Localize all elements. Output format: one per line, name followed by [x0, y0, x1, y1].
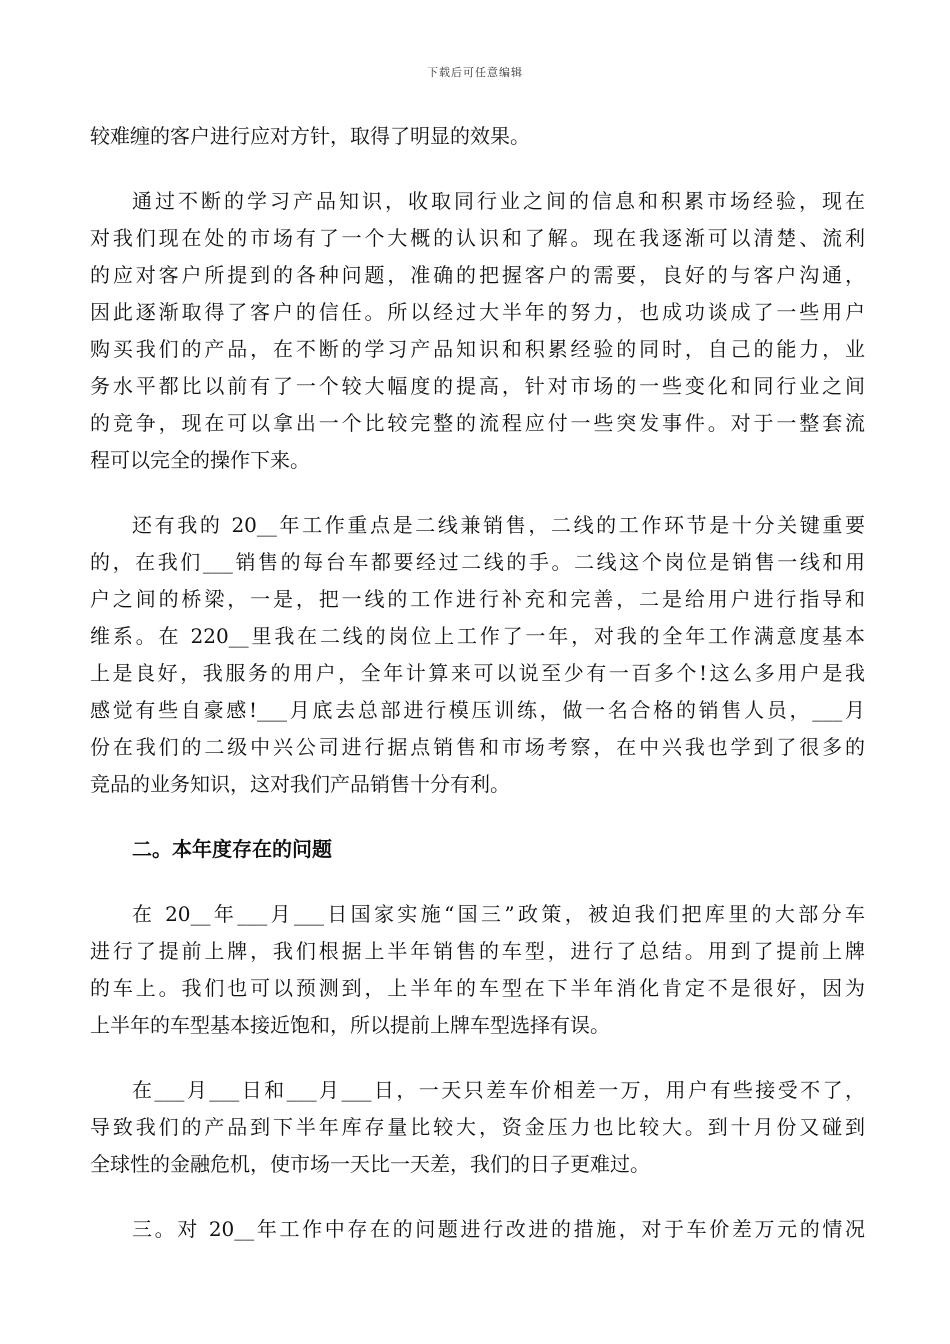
paragraph-gap [90, 155, 865, 183]
text-line: 三。对 20__年工作中存在的问题进行改进的措施，对于车价差万元的情况 [132, 1217, 865, 1241]
text-line: 在 20__年___月___日国家实施“国三”政策，被迫我们把库里的大部分车 [132, 902, 865, 926]
text-line: 务水平都比以前有了一个较大幅度的提高，针对市场的一些变化和同行业之间 [90, 374, 865, 398]
text-line: 在___月___日和___月___日，一天只差车价相差一万，用户有些接受不了， [132, 1078, 865, 1102]
text-line: 购买我们的产品，在不断的学习产品知识和积累经验的同时，自己的能力，业 [90, 337, 865, 361]
text-line: 上是良好，我服务的用户，全年计算来可以说至少有一百多个!这么多用户是我 [90, 661, 865, 685]
text-line: 维系。在 220__里我在二线的岗位上工作了一年，对我的全年工作满意度基本 [90, 624, 865, 648]
paragraph-improvement-measures [90, 1211, 865, 1248]
text-line: 还有我的 20__年工作重点是二线兼销售，二线的工作环节是十分关键重要 [132, 513, 865, 537]
text-line: 程可以完全的操作下来。 [90, 448, 310, 472]
text-line: 竞品的业务知识，这对我们产品销售十分有利。 [90, 772, 510, 796]
text-line: 的竞争，现在可以拿出一个比较完整的流程应付一些突发事件。对于一整套流 [90, 411, 865, 435]
text-line: 的车上。我们也可以预测到，上半年的车型在下半年消化肯定不是很好，因为 [90, 976, 865, 1000]
text-line: 全球性的金融危机，使市场一天比一天差，我们的日子更难过。 [90, 1152, 650, 1176]
page-header-note: 下载后可任意编辑 [427, 66, 523, 79]
text-line: 份在我们的二级中兴公司进行据点销售和市场考察，在中兴我也学到了很多的 [90, 735, 865, 759]
text-line: 导致我们的产品到下半年库存量比较大，资金压力也比较大。到十月份又碰到 [90, 1115, 865, 1139]
paragraph-gap [90, 1044, 865, 1072]
section-heading: 二。本年度存在的问题 [132, 837, 332, 861]
text-line: 因此逐渐取得了客户的信任。所以经过大半年的努力，也成功谈成了一些用户 [90, 300, 865, 324]
text-line: 户之间的桥梁，一是，把一线的工作进行补充和完善，二是给用户进行指导和 [90, 587, 865, 611]
text-line: 进行了提前上牌，我们根据上半年销售的车型，进行了总结。用到了提前上牌 [90, 939, 865, 963]
paragraph-price-difference [90, 1072, 865, 1183]
text-line: 感觉有些自豪感!___月底去总部进行模压训练，做一名合格的销售人员，___月 [90, 698, 865, 722]
paragraph-gap [90, 868, 865, 896]
text-line: 上半年的车型基本接近饱和，所以提前上牌车型选择有误。 [90, 1013, 610, 1037]
text-line: 对我们现在处的市场有了一个大概的认识和了解。现在我逐渐可以清楚、流利 [90, 226, 865, 250]
text-line: 较难缠的客户进行应对方针，取得了明显的效果。 [90, 124, 530, 148]
text-line: 的，在我们___销售的每台车都要经过二线的手。二线这个岗位是销售一线和用 [90, 550, 865, 574]
paragraph-gap [90, 803, 865, 831]
paragraph-national-policy [90, 896, 865, 1044]
paragraph-gap [90, 1183, 865, 1211]
text-line: 的应对客户所提到的各种问题，准确的把握客户的需要，良好的与客户沟通， [90, 263, 865, 287]
paragraph-gap [90, 479, 865, 507]
document-body [90, 118, 865, 1248]
paragraph-market-knowledge [90, 183, 865, 479]
paragraph-continuation [90, 118, 865, 155]
text-line: 通过不断的学习产品知识，收取同行业之间的信息和积累市场经验，现在 [132, 189, 865, 213]
paragraph-second-line-work [90, 507, 865, 803]
